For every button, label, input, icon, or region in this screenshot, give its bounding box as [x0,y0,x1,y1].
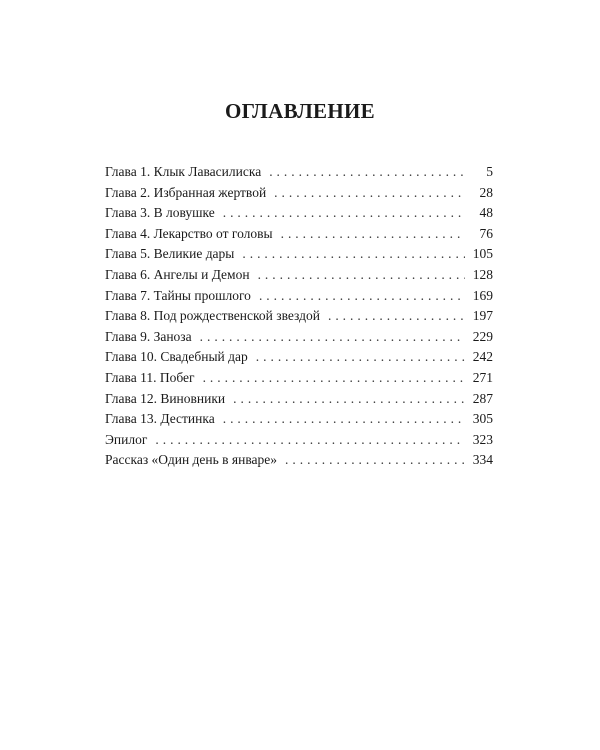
toc-entry-title: Рассказ «Один день в январе» [105,452,278,468]
toc-entry [105,288,493,309]
toc-entry-title: Глава 2. Избранная жертвой [105,184,267,200]
toc-entry [105,411,493,432]
toc-page-number: 169 [472,287,493,303]
toc-entry-title: Эпилог [105,431,148,447]
toc-page-number: 5 [486,164,493,179]
toc-dot-leader [258,267,465,283]
toc-dot-leader [256,349,465,365]
toc-entry-title: Глава 3. В ловушке [105,205,215,221]
toc-page-number: 28 [479,184,493,200]
toc-dot-leader [269,164,465,180]
toc-dot-leader [242,246,465,262]
toc-page-number: 305 [472,411,493,427]
toc-entry-title: Глава 5. Великие дары [105,246,235,262]
toc-entry-title: Глава 4. Лекарство от головы [105,225,273,241]
toc-dot-leader [203,370,465,386]
toc-entry-title: Глава 13. Дестинка [105,411,215,427]
toc-entry [105,452,493,473]
toc-entry-title: Глава 7. Тайны прошлого [105,287,251,303]
toc-entry [105,349,493,370]
toc-dot-leader [328,308,465,324]
toc-dot-leader [200,329,465,345]
toc-entry [105,267,493,288]
toc-page-number: 48 [479,205,493,221]
toc-entry-title: Глава 8. Под рождественской звездой [105,308,320,324]
toc-page-number: 334 [472,452,493,468]
toc-dot-leader [259,288,465,304]
toc-entry [105,370,493,391]
toc-entry-title: Глава 11. Побег [105,369,195,385]
toc-page-number: 271 [472,369,493,385]
toc-page-number: 323 [472,431,493,447]
toc-entry-title: Глава 1. Клык Лавасилиска [105,164,262,179]
toc-entry [105,329,493,350]
toc-entry [105,391,493,412]
toc-entry [105,164,493,185]
toc-entry-title: Глава 12. Виновники [105,390,226,406]
toc-dot-leader [281,226,465,242]
toc-page-number: 229 [472,328,493,344]
toc-page-number: 287 [472,390,493,406]
toc-entry-title: Глава 9. Заноза [105,328,192,344]
toc-page-number: 197 [472,308,493,324]
toc-entry-title: Глава 10. Свадебный дар [105,349,248,365]
toc-entry [105,308,493,329]
toc-dot-leader [223,205,465,221]
toc-page-number: 242 [472,349,493,365]
toc-page-number: 105 [472,246,493,262]
toc-entry [105,205,493,226]
toc-entry [105,432,493,453]
toc-dot-leader [285,452,465,468]
toc-entry [105,185,493,206]
toc-list [105,164,493,473]
toc-entry [105,226,493,247]
toc-dot-leader [233,391,465,407]
toc-dot-leader [274,185,465,201]
toc-entry-title: Глава 6. Ангелы и Демон [105,266,250,282]
toc-page-number: 128 [472,266,493,282]
toc-dot-leader [223,411,465,427]
toc-page-number: 76 [479,225,493,241]
toc-heading: ОГЛАВЛЕНИЕ [225,99,375,123]
toc-entry [105,246,493,267]
toc-dot-leader [155,432,465,448]
